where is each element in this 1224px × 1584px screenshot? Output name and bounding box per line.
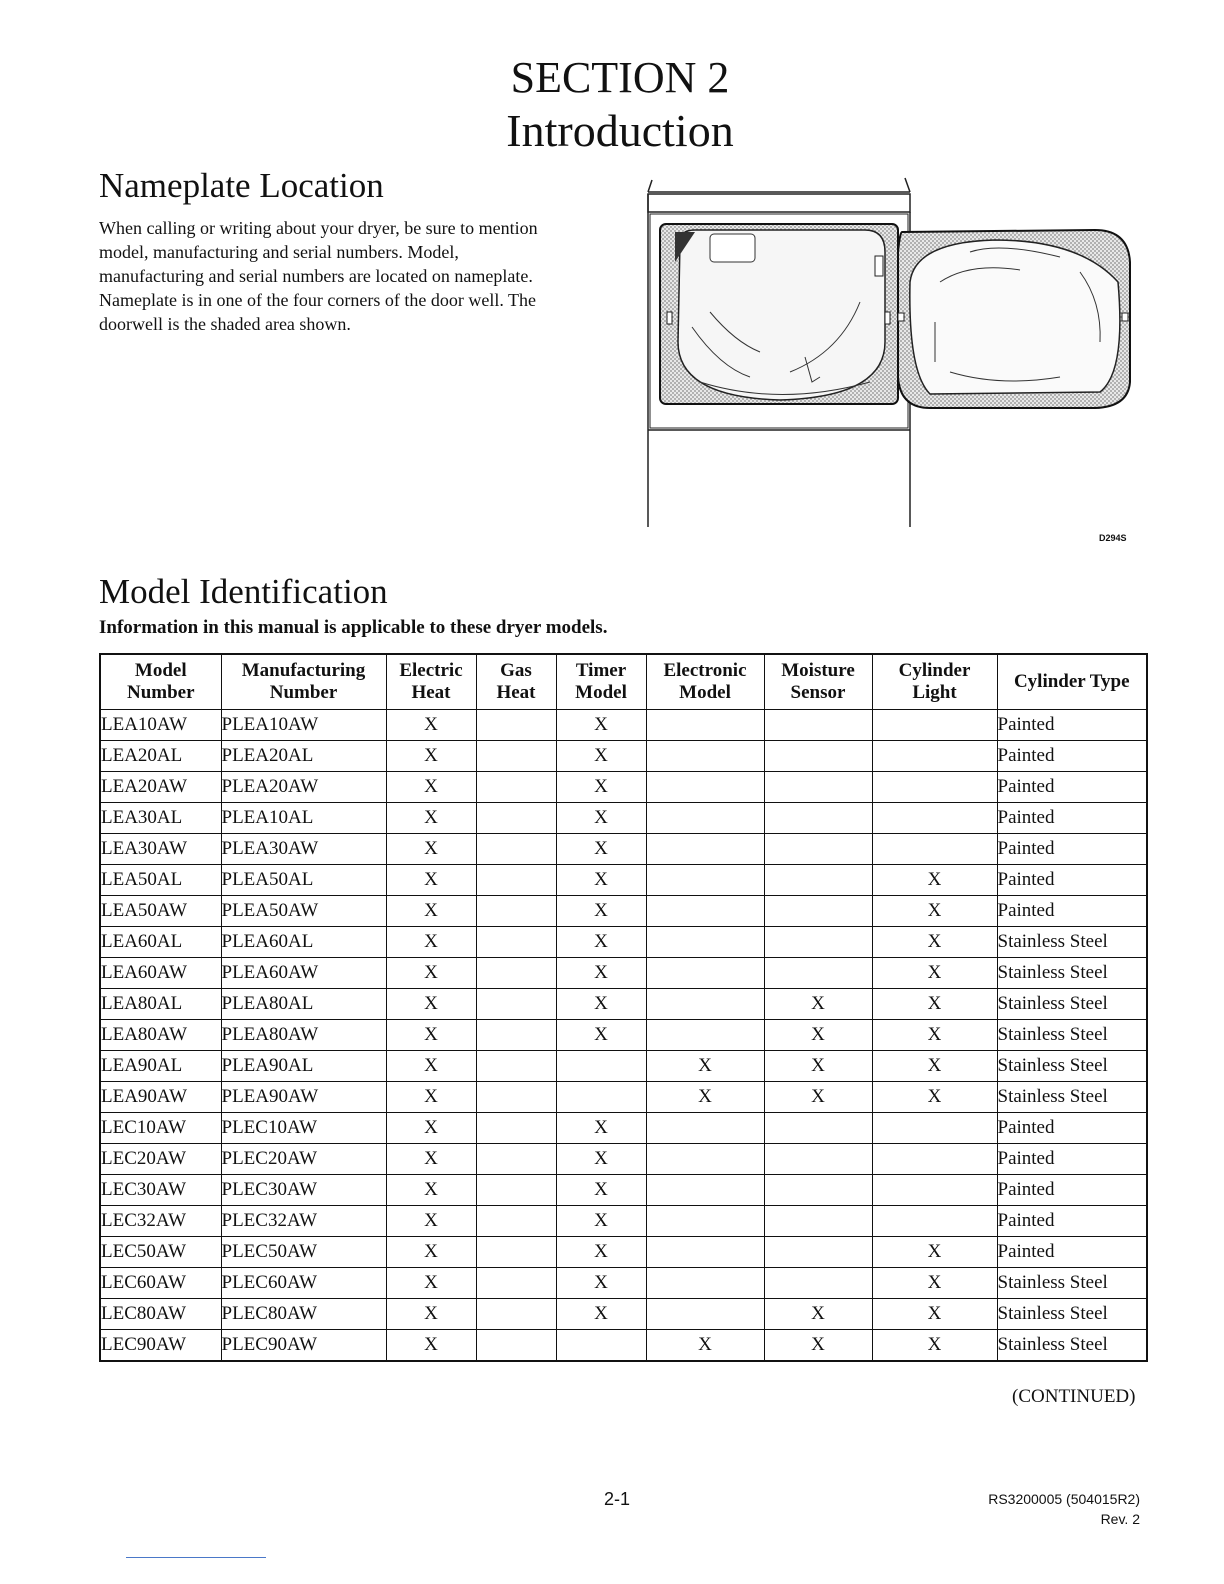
cell-electronic-model: X — [646, 1051, 764, 1082]
cell-manufacturing-number: PLEC30AW — [221, 1175, 386, 1206]
cell-gas-heat — [476, 1144, 556, 1175]
cell-manufacturing-number: PLEC60AW — [221, 1268, 386, 1299]
cell-electronic-model — [646, 896, 764, 927]
cell-electric-heat: X — [386, 1144, 476, 1175]
cell-electronic-model — [646, 927, 764, 958]
cell-electric-heat: X — [386, 1082, 476, 1113]
cell-gas-heat — [476, 989, 556, 1020]
cell-electric-heat: X — [386, 1206, 476, 1237]
cell-cylinder-light: X — [872, 1268, 997, 1299]
cell-electric-heat: X — [386, 896, 476, 927]
cell-electric-heat: X — [386, 1237, 476, 1268]
cell-cylinder-type: Painted — [997, 772, 1147, 803]
cell-cylinder-light — [872, 1175, 997, 1206]
cell-timer-model — [556, 1330, 646, 1362]
cell-cylinder-light — [872, 1206, 997, 1237]
table-row — [100, 1175, 1147, 1206]
cell-manufacturing-number: PLEC10AW — [221, 1113, 386, 1144]
cell-cylinder-light — [872, 834, 997, 865]
cell-timer-model: X — [556, 710, 646, 741]
cell-cylinder-light: X — [872, 1330, 997, 1362]
cell-model-number: LEA90AL — [100, 1051, 221, 1082]
cell-gas-heat — [476, 1268, 556, 1299]
cell-gas-heat — [476, 1113, 556, 1144]
cell-cylinder-type: Stainless Steel — [997, 1082, 1147, 1113]
cell-electric-heat: X — [386, 1020, 476, 1051]
cell-cylinder-type: Painted — [997, 1206, 1147, 1237]
cell-timer-model: X — [556, 1175, 646, 1206]
document-number: RS3200005 (504015R2) — [988, 1491, 1140, 1507]
cell-cylinder-light: X — [872, 1020, 997, 1051]
cell-model-number: LEC30AW — [100, 1175, 221, 1206]
cell-model-number: LEA60AW — [100, 958, 221, 989]
cell-cylinder-light: X — [872, 989, 997, 1020]
cell-moisture-sensor: X — [764, 989, 872, 1020]
cell-timer-model: X — [556, 803, 646, 834]
col-header-timer-model: Timer Model — [556, 654, 646, 710]
cell-moisture-sensor — [764, 1237, 872, 1268]
table-row — [100, 1051, 1147, 1082]
cell-cylinder-light — [872, 803, 997, 834]
cell-manufacturing-number: PLEA90AW — [221, 1082, 386, 1113]
col-header-cylinder-type: Cylinder Type — [997, 654, 1147, 710]
table-row — [100, 1268, 1147, 1299]
cell-electronic-model — [646, 1113, 764, 1144]
cell-cylinder-type: Stainless Steel — [997, 1020, 1147, 1051]
cell-electronic-model — [646, 1175, 764, 1206]
cell-timer-model: X — [556, 1206, 646, 1237]
cell-timer-model: X — [556, 834, 646, 865]
cell-manufacturing-number: PLEA50AL — [221, 865, 386, 896]
col-header-electric-heat: Electric Heat — [386, 654, 476, 710]
cell-moisture-sensor — [764, 1144, 872, 1175]
cell-moisture-sensor — [764, 803, 872, 834]
table-row — [100, 1237, 1147, 1268]
cell-cylinder-light — [872, 1113, 997, 1144]
cell-electronic-model: X — [646, 1082, 764, 1113]
paragraph-line: manufacturing and serial numbers are located on nameplate. — [99, 266, 533, 286]
cell-electronic-model — [646, 710, 764, 741]
cell-timer-model: X — [556, 1144, 646, 1175]
cell-electric-heat: X — [386, 958, 476, 989]
cell-model-number: LEA20AW — [100, 772, 221, 803]
cell-electric-heat: X — [386, 741, 476, 772]
cell-electric-heat: X — [386, 803, 476, 834]
cell-electric-heat: X — [386, 1299, 476, 1330]
cell-manufacturing-number: PLEA60AL — [221, 927, 386, 958]
cell-manufacturing-number: PLEC32AW — [221, 1206, 386, 1237]
cell-electronic-model — [646, 989, 764, 1020]
cell-cylinder-type: Painted — [997, 1113, 1147, 1144]
col-header-electronic-model: Electronic Model — [646, 654, 764, 710]
cell-moisture-sensor — [764, 1206, 872, 1237]
cell-moisture-sensor — [764, 958, 872, 989]
cell-cylinder-type: Painted — [997, 741, 1147, 772]
cell-cylinder-type: Stainless Steel — [997, 1051, 1147, 1082]
cell-manufacturing-number: PLEA80AL — [221, 989, 386, 1020]
cell-model-number: LEA50AW — [100, 896, 221, 927]
cell-moisture-sensor: X — [764, 1051, 872, 1082]
cell-timer-model: X — [556, 1020, 646, 1051]
cell-cylinder-type: Painted — [997, 710, 1147, 741]
col-header-manufacturing-number: Manufacturing Number — [221, 654, 386, 710]
table-row — [100, 1330, 1147, 1362]
paragraph-line: When calling or writing about your dryer, be sure to mention — [99, 218, 538, 238]
col-header-moisture-sensor: Moisture Sensor — [764, 654, 872, 710]
cell-electronic-model — [646, 1237, 764, 1268]
cell-timer-model — [556, 1051, 646, 1082]
cell-electronic-model — [646, 741, 764, 772]
cell-manufacturing-number: PLEA20AW — [221, 772, 386, 803]
cell-model-number: LEC60AW — [100, 1268, 221, 1299]
revision: Rev. 2 — [1100, 1511, 1140, 1527]
cell-cylinder-light: X — [872, 927, 997, 958]
cell-cylinder-light — [872, 772, 997, 803]
cell-moisture-sensor — [764, 834, 872, 865]
table-row — [100, 1299, 1147, 1330]
cell-electronic-model: X — [646, 1330, 764, 1362]
cell-manufacturing-number: PLEC80AW — [221, 1299, 386, 1330]
cell-model-number: LEA80AL — [100, 989, 221, 1020]
cell-model-number: LEC80AW — [100, 1299, 221, 1330]
table-header-row — [100, 654, 1147, 710]
figure-code: D294S — [1099, 533, 1127, 543]
col-header-model-number: Model Number — [100, 654, 221, 710]
table-row — [100, 1144, 1147, 1175]
col-header-gas-heat: Gas Heat — [476, 654, 556, 710]
table-row — [100, 1020, 1147, 1051]
cell-electric-heat: X — [386, 1330, 476, 1362]
cell-timer-model: X — [556, 1237, 646, 1268]
cell-electric-heat: X — [386, 927, 476, 958]
section-number: SECTION 2 — [510, 53, 730, 102]
cell-model-number: LEA30AL — [100, 803, 221, 834]
cell-cylinder-light: X — [872, 1082, 997, 1113]
table-row — [100, 1206, 1147, 1237]
cell-electronic-model — [646, 1144, 764, 1175]
cell-timer-model: X — [556, 865, 646, 896]
cell-moisture-sensor: X — [764, 1020, 872, 1051]
cell-cylinder-type: Stainless Steel — [997, 958, 1147, 989]
cell-timer-model — [556, 1082, 646, 1113]
cell-gas-heat — [476, 865, 556, 896]
cell-electric-heat: X — [386, 710, 476, 741]
cell-manufacturing-number: PLEC20AW — [221, 1144, 386, 1175]
cell-timer-model: X — [556, 1113, 646, 1144]
cell-cylinder-type: Painted — [997, 1175, 1147, 1206]
table-row — [100, 958, 1147, 989]
cell-moisture-sensor — [764, 1175, 872, 1206]
cell-cylinder-light: X — [872, 1237, 997, 1268]
cell-model-number: LEA50AL — [100, 865, 221, 896]
cell-moisture-sensor: X — [764, 1082, 872, 1113]
cell-gas-heat — [476, 803, 556, 834]
cell-manufacturing-number: PLEA30AW — [221, 834, 386, 865]
table-row — [100, 896, 1147, 927]
cell-timer-model: X — [556, 896, 646, 927]
cell-gas-heat — [476, 772, 556, 803]
cell-model-number: LEA10AW — [100, 710, 221, 741]
cell-moisture-sensor: X — [764, 1330, 872, 1362]
cell-cylinder-light — [872, 741, 997, 772]
cell-electronic-model — [646, 958, 764, 989]
dryer-door-illustration — [640, 172, 1140, 532]
cell-electronic-model — [646, 803, 764, 834]
cell-model-number: LEC10AW — [100, 1113, 221, 1144]
cell-moisture-sensor — [764, 896, 872, 927]
cell-manufacturing-number: PLEA60AW — [221, 958, 386, 989]
model-identification-heading: Model Identification — [99, 572, 388, 611]
cell-cylinder-type: Stainless Steel — [997, 989, 1147, 1020]
paragraph-line: model, manufacturing and serial numbers. Model, — [99, 242, 459, 262]
cell-model-number: LEA90AW — [100, 1082, 221, 1113]
cell-electric-heat: X — [386, 989, 476, 1020]
cell-cylinder-type: Painted — [997, 1237, 1147, 1268]
paragraph-line: Nameplate is in one of the four corners of the door well. The — [99, 290, 537, 310]
cell-timer-model: X — [556, 927, 646, 958]
cell-timer-model: X — [556, 772, 646, 803]
cell-cylinder-type: Stainless Steel — [997, 1299, 1147, 1330]
page-number: 2-1 — [604, 1489, 631, 1509]
paragraph-line: doorwell is the shaded area shown. — [99, 314, 351, 334]
cell-cylinder-type: Stainless Steel — [997, 1268, 1147, 1299]
cell-cylinder-light — [872, 1144, 997, 1175]
cell-moisture-sensor — [764, 927, 872, 958]
cell-gas-heat — [476, 927, 556, 958]
table-row — [100, 741, 1147, 772]
cell-model-number: LEC50AW — [100, 1237, 221, 1268]
cell-electronic-model — [646, 1206, 764, 1237]
footer-rule — [126, 1557, 266, 1558]
cell-model-number: LEC90AW — [100, 1330, 221, 1362]
table-row — [100, 772, 1147, 803]
cell-gas-heat — [476, 896, 556, 927]
cell-moisture-sensor — [764, 1113, 872, 1144]
cell-manufacturing-number: PLEC50AW — [221, 1237, 386, 1268]
table-row — [100, 710, 1147, 741]
cell-manufacturing-number: PLEA10AW — [221, 710, 386, 741]
cell-moisture-sensor: X — [764, 1299, 872, 1330]
cell-electric-heat: X — [386, 834, 476, 865]
table-row — [100, 803, 1147, 834]
cell-cylinder-type: Painted — [997, 834, 1147, 865]
cell-gas-heat — [476, 1020, 556, 1051]
cell-cylinder-light: X — [872, 1051, 997, 1082]
cell-gas-heat — [476, 958, 556, 989]
cell-timer-model: X — [556, 741, 646, 772]
cell-electric-heat: X — [386, 1175, 476, 1206]
cell-timer-model: X — [556, 989, 646, 1020]
cell-moisture-sensor — [764, 741, 872, 772]
cell-manufacturing-number: PLEA90AL — [221, 1051, 386, 1082]
cell-model-number: LEC32AW — [100, 1206, 221, 1237]
table-row — [100, 1082, 1147, 1113]
applicability-note: Information in this manual is applicable to these dryer models. — [99, 617, 608, 638]
cell-model-number: LEC20AW — [100, 1144, 221, 1175]
table-row — [100, 927, 1147, 958]
continued-note: (CONTINUED) — [1012, 1386, 1136, 1407]
cell-manufacturing-number: PLEA20AL — [221, 741, 386, 772]
table-row — [100, 1113, 1147, 1144]
cell-model-number: LEA60AL — [100, 927, 221, 958]
nameplate-paragraph — [99, 216, 599, 336]
cell-cylinder-type: Stainless Steel — [997, 927, 1147, 958]
cell-timer-model: X — [556, 1268, 646, 1299]
cell-timer-model: X — [556, 1299, 646, 1330]
cell-cylinder-light: X — [872, 896, 997, 927]
cell-model-number: LEA30AW — [100, 834, 221, 865]
cell-gas-heat — [476, 1051, 556, 1082]
col-header-cylinder-light: Cylinder Light — [872, 654, 997, 710]
cell-electric-heat: X — [386, 1268, 476, 1299]
cell-cylinder-light: X — [872, 1299, 997, 1330]
cell-manufacturing-number: PLEC90AW — [221, 1330, 386, 1362]
cell-electronic-model — [646, 1268, 764, 1299]
cell-cylinder-light — [872, 710, 997, 741]
cell-cylinder-light: X — [872, 865, 997, 896]
cell-gas-heat — [476, 834, 556, 865]
cell-electric-heat: X — [386, 865, 476, 896]
cell-gas-heat — [476, 1082, 556, 1113]
cell-moisture-sensor — [764, 1268, 872, 1299]
cell-cylinder-type: Painted — [997, 803, 1147, 834]
table-row — [100, 989, 1147, 1020]
section-title: Introduction — [506, 105, 734, 156]
table-row — [100, 865, 1147, 896]
cell-moisture-sensor — [764, 710, 872, 741]
cell-gas-heat — [476, 1206, 556, 1237]
cell-manufacturing-number: PLEA50AW — [221, 896, 386, 927]
cell-cylinder-type: Painted — [997, 1144, 1147, 1175]
nameplate-heading: Nameplate Location — [99, 166, 384, 205]
cell-electronic-model — [646, 1020, 764, 1051]
model-table — [99, 653, 1148, 1362]
cell-electronic-model — [646, 772, 764, 803]
cell-electric-heat: X — [386, 772, 476, 803]
cell-electronic-model — [646, 865, 764, 896]
cell-manufacturing-number: PLEA80AW — [221, 1020, 386, 1051]
cell-cylinder-type: Stainless Steel — [997, 1330, 1147, 1362]
cell-gas-heat — [476, 1299, 556, 1330]
cell-cylinder-type: Painted — [997, 896, 1147, 927]
cell-gas-heat — [476, 710, 556, 741]
table-row — [100, 834, 1147, 865]
cell-electronic-model — [646, 1299, 764, 1330]
cell-timer-model: X — [556, 958, 646, 989]
cell-gas-heat — [476, 1175, 556, 1206]
cell-model-number: LEA80AW — [100, 1020, 221, 1051]
cell-model-number: LEA20AL — [100, 741, 221, 772]
cell-moisture-sensor — [764, 772, 872, 803]
cell-electric-heat: X — [386, 1051, 476, 1082]
cell-gas-heat — [476, 741, 556, 772]
cell-electric-heat: X — [386, 1113, 476, 1144]
cell-cylinder-light: X — [872, 958, 997, 989]
cell-gas-heat — [476, 1237, 556, 1268]
cell-electronic-model — [646, 834, 764, 865]
cell-cylinder-type: Painted — [997, 865, 1147, 896]
cell-manufacturing-number: PLEA10AL — [221, 803, 386, 834]
cell-moisture-sensor — [764, 865, 872, 896]
cell-gas-heat — [476, 1330, 556, 1362]
